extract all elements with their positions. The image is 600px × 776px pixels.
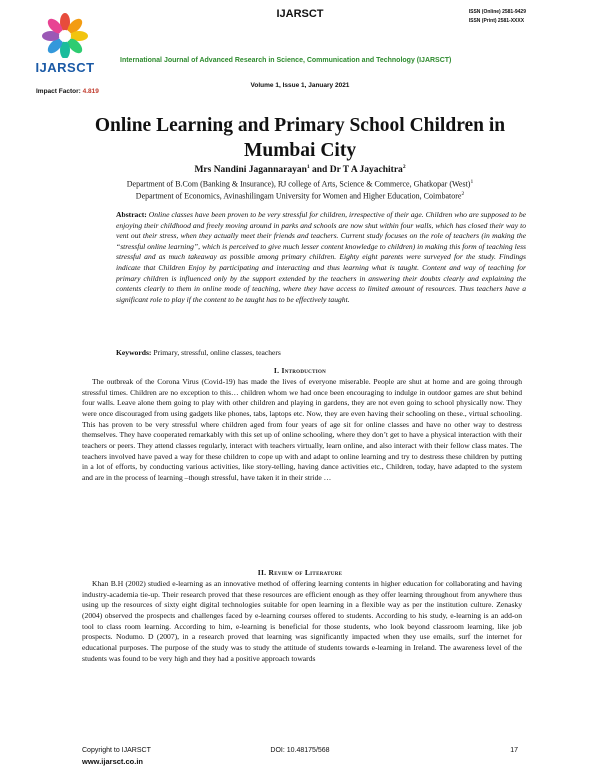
affiliation-2-text: Department of Economics, Avinashilingam University for Women and Higher Education, Coimbatore: [135, 191, 462, 201]
paper-title: Online Learning and Primary School Children in Mumbai City: [94, 115, 506, 161]
section-heading-introduction: [0, 366, 600, 375]
impact-value: 4.819: [82, 88, 99, 95]
affiliation-1-text: Department of B.Com (Banking & Insurance), RJ college of Arts, Science & Commerce, Ghatkopar (West): [126, 179, 471, 189]
journal-logo: [30, 12, 100, 82]
impact-factor: [36, 88, 99, 95]
affiliation-1-sup: 1: [470, 179, 474, 185]
affiliation-2: [30, 189, 570, 202]
footer-doi: DOI: 10.48175/568: [270, 747, 330, 754]
abstract: [116, 210, 526, 305]
affiliation-1: [30, 177, 570, 190]
keywords-label: Keywords:: [116, 348, 154, 357]
issn-online: ISSN (Online) 2581-9429: [468, 9, 526, 15]
footer-copyright: Copyright to IJARSCT: [82, 747, 151, 754]
page-header: [0, 0, 600, 100]
introduction-paragraph: The outbreak of the Corona Virus (Covid-19) has made the lives of everyone miserable. People are shut at home and are going through stressful times. Children are no exception to this… children whom we had once been encouraging to indulge in outdoor games are shut behind four walls. Leave alone them going to play with other children and playing in gardens, they are not even going to school physically now. They were once discouraged from using gadgets like phones, tabs, laptops etc. Now, they are even having their schooling on these., virtual schooling. This has proven to be very stressful where children aged from four years of age sit for online classes and have no other way to destress themselves. They have cooperated remarkably with this set up of online schooling, where they don’t get to have a physical interaction with their teachers or peers. They attend classes regularly, interact with teachers virtually, learn online, and also interact with their fellow class mates. The teachers involved have paved a way for these children to cope up with and adapt to online learning and try to destress these children by putting in a lot of efforts, by conducting various activities, like story-telling, having dance activities etc., Children, today, have adapted to the system and are in the process of learning –though stressful, have taken it in their stride …: [82, 377, 522, 482]
affiliation-2-sup: 2: [461, 191, 465, 197]
abstract-label: Abstract:: [116, 210, 149, 219]
logo-text: IJARSCT: [35, 60, 95, 75]
keywords: [116, 348, 526, 357]
authors-line: [0, 164, 600, 175]
issn-print: ISSN (Print) 2581-XXXX: [468, 18, 525, 24]
impact-label: Impact Factor:: [36, 88, 83, 95]
author-2: Dr T A Jayachitra: [329, 165, 403, 176]
review-paragraph: Khan B.H (2002) studied e-learning as an innovative method of offering learning contents in higher education for collaborating and having industry-academia tie-up. Their research proved that these resources are efficient enough as they offer learning throughout from anywhere thus using up the resources of sixty eight digital technologies suitable for open learning in a flexible way as per the institution culture. Zenasky (2004) observed the prospects and challenges faced by e-learning courses offered to students. According to his study, e-learning is an add-on tool to class room learning. According to him, e-learning is beneficial for those students, who look beyond classroom learning, like job prospects. Nodumo. D (2007), in a research proved that learning was significantly impacted when they use emails, surf the internet for educational purposes. The purpose of the study was to study the attitude of students towards e-learning in Ireland. The awareness level of the students was found to be very high and they had a positive approach towards: [82, 579, 522, 663]
abstract-text: Online classes have been proven to be very stressful for children, irrespective of their age. Children who are supposed to be enjoying their childhood and freely moving around in parks and schools are now shut within four walls, which has closed their way to vent out their stress, when they actually meet their friends and teachers. Current study focuses on the role of teachers (in making the “stressful online learning”, which is perceived to give much lesser content knowledge to children) in making this form of teaching less stressful and as much takeaway as possible among primary children. Eighty eight parents were surveyed for the study. Findings indicate that Children Enjoy by participating and interacting and thus learning what is taught. Content and way of teaching for primary children is influenced only by the support extended by the teachers in answering their doubts clearly and explaining the contents clearly to them in online mode of teaching, where they have access to limited amount of resources. Thus teachers have a significant role to play if the content to be taught has to be effectively taught.: [116, 210, 526, 304]
footer-page-number: 17: [510, 747, 518, 754]
section-1-title: Introduction: [281, 366, 327, 375]
author-2-sup: 2: [402, 164, 406, 170]
author-1-sup: 1: [306, 164, 310, 170]
section-2-number: II.: [257, 568, 269, 577]
section-2-title: Review of Literature: [268, 568, 343, 577]
issn-block: [469, 8, 526, 26]
author-conjunction: and: [309, 165, 330, 176]
keywords-text: Primary, stressful, online classes, teachers: [153, 348, 281, 357]
section-heading-review: [0, 568, 600, 577]
author-1: Mrs Nandini Jagannarayan: [194, 165, 307, 176]
journal-full-name: International Journal of Advanced Research in Science, Communication and Technology (IJARSCT): [120, 57, 452, 64]
journal-short-name: IJARSCT: [276, 8, 324, 20]
volume-issue: Volume 1, Issue 1, January 2021: [250, 82, 350, 89]
section-1-number: I.: [273, 366, 282, 375]
footer-website-link[interactable]: www.ijarsct.co.in: [82, 757, 143, 766]
